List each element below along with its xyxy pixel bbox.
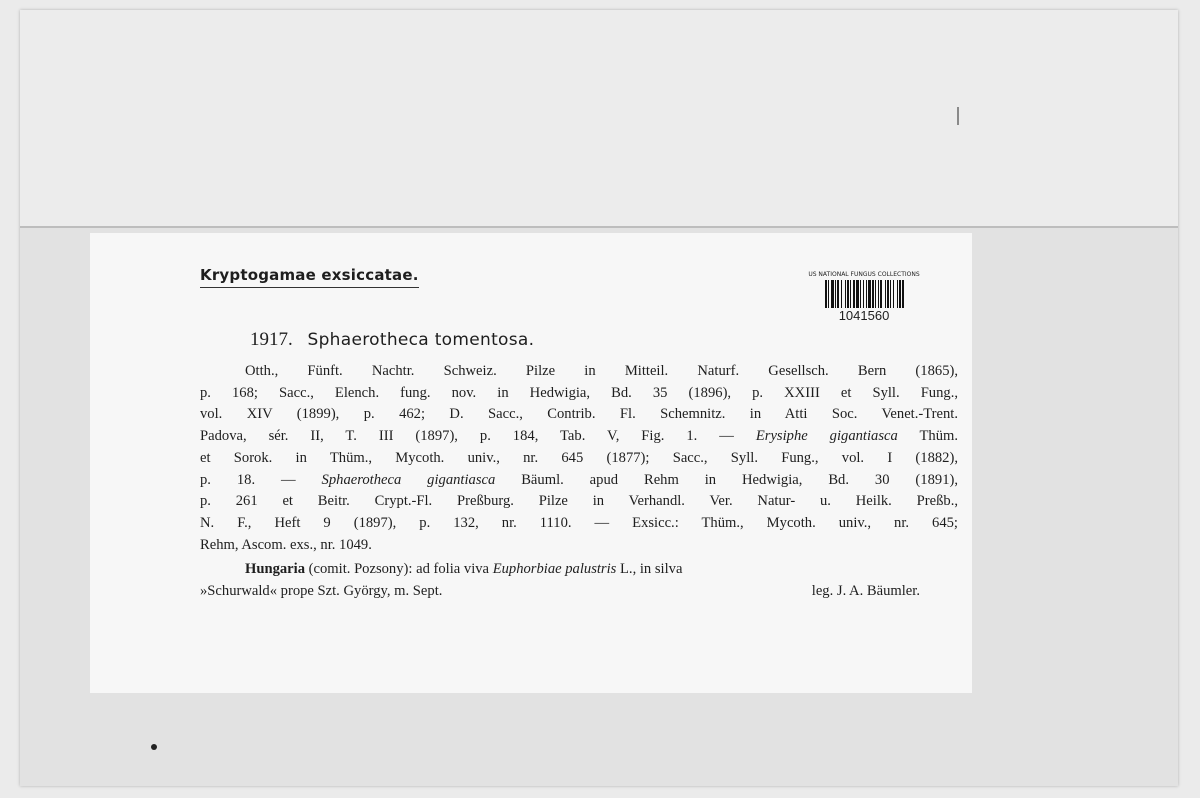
synonym-name: Erysiphe gigantiasca [755,428,898,445]
envelope-flap [20,10,1178,228]
collector: leg. J. A. Bäumler. [811,583,920,600]
specimen-title [250,329,534,351]
ink-dot [151,744,157,750]
barcode-caption: US NATIONAL FUNGUS COLLECTIONS [808,271,920,278]
reference-line: et Sorok. in Thüm., Mycoth. univ., nr. 645 (1877); Sacc., Syll. Fung., vol. I (1882), [200,449,958,466]
series-title: Kryptogamae exsiccatae. [200,266,419,288]
reference-line: vol. XIV (1899), p. 462; D. Sacc., Contrib. Fl. Schemnitz. in Atti Soc. Venet.-Trent. [200,406,958,423]
barcode-icon [805,280,923,308]
barcode-stripe [902,280,904,308]
barcode-number: 1041560 [838,308,890,323]
locality-line: »Schurwald« prope Szt. György, m. Sept. leg. J. A. Bäumler. [200,581,958,603]
locality-line: Hungaria (comit. Pozsony): ad folia viva Euphorbiae palustris L., in silva [245,561,683,578]
reference-line: p. 261 et Beitr. Crypt.-Fl. Preßburg. Pilze in Verhandl. Ver. Natur- u. Heilk. Preßb., [200,493,958,510]
reference-line: Padova, sér. II, T. III (1897), p. 184, Tab. V, Fig. 1. — Erysiphe gigantiasca Thüm. [200,428,958,445]
reference-line: Rehm, Ascom. exs., nr. 1049. [200,536,372,553]
synonym-name: Sphaerotheca gigantiasca [321,471,496,488]
reference-line: Otth., Fünft. Nachtr. Schweiz. Pilze in Mitteil. Naturf. Gesellsch. Bern (1865), [245,363,958,379]
barcode-sticker [804,271,924,323]
specimen-number: 1917. [250,329,293,350]
country: Hungaria [245,561,306,578]
reference-line: N. F., Heft 9 (1897), p. 132, nr. 1110. — Exsicc.: Thüm., Mycoth. univ., nr. 645; [200,514,958,531]
specimen-label [90,233,972,693]
pencil-mark [957,107,959,125]
host-name: Euphorbiae palustris [492,561,617,578]
reference-line: p. 18. — Sphaerotheca gigantiasca Bäuml. apud Rehm in Hedwigia, Bd. 30 (1891), [200,471,958,488]
specimen-name: Sphaerotheca tomentosa. [307,330,535,350]
references-block [200,361,958,603]
reference-line: p. 168; Sacc., Elench. fung. nov. in Hedwigia, Bd. 35 (1896), p. XXIII et Syll. Fung., [200,384,958,401]
